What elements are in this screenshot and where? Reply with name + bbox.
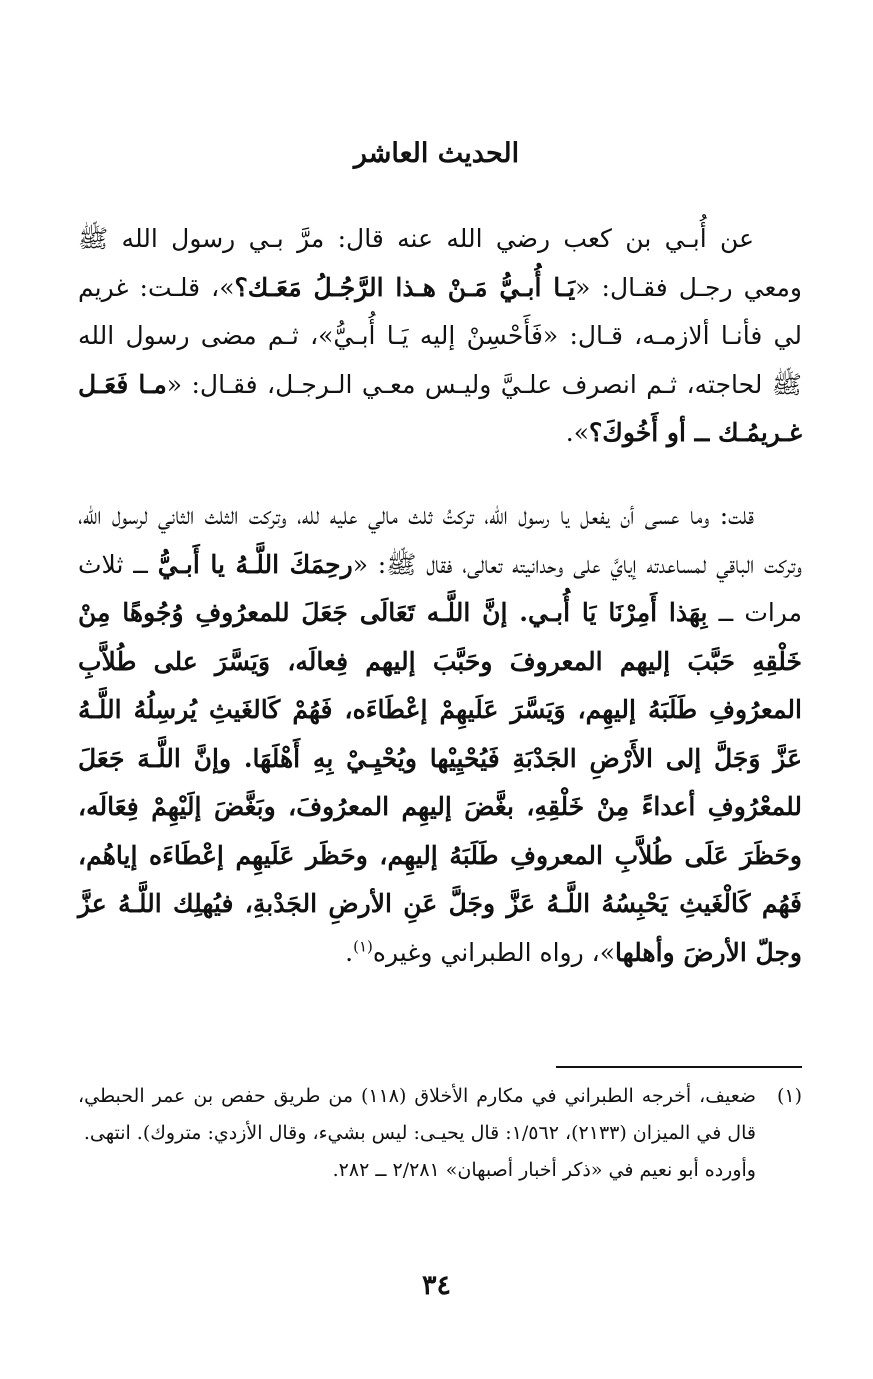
narration-text: ». — [565, 418, 590, 447]
prophet-quote: يَـا أُبـيُّ مَـنْ هـذا الرَّجُـلُ مَعَـك؟ — [234, 272, 576, 302]
narration-text: قلت: وما عسى أن يفعل يا رسول الله، تركتُ ثلث مالي عليه لله، وتركت الثلث الثاني لرسول الله، وتركت الباقي لمساعدته إيايَّ على وحدانيته تعالى، فقال ﷺ: « — [78, 501, 802, 579]
prophet-quote: مـا فَعَـل غـريمُـك ــ أو أَخُوكَ؟ — [78, 369, 802, 447]
paragraph-hadith-narration — [78, 215, 802, 458]
paragraph-hadith-continuation — [78, 492, 802, 977]
footnote-item — [78, 1078, 802, 1152]
prophet-quote: بِهَذا أَمِرْنَا يَا أُبـي. إنَّ اللَّـه تَعَالَى جَعَلَ للمعرُوفِ وُجُوهًا مِنْ خَلْقِهِ حَبَّبَ إليهم المعروفَ وحَبَّبَ إليهم فِعالَه، وَيَسَّرَ على طُلاَّبِ المعرُوفِ طَلَبَهُ إليهِم، وَيَسَّرَ عَلَيهِمْ إعْطَاءَه، فَهُمْ كَالغَيثِ يُرسِلُهُ اللَّـهُ عَزَّ وَجَلَّ إلى الأَرْضِ الجَدْبَةِ فَيُحْيِيْها ويُحْيِـيْ بِهِ أَهْلَهَا. وإنَّ اللَّـهَ جَعَلَ للمعْرُوفِ أعداءً مِنْ خَلْقِهِ، بغَّضَ إليهِم المعرُوفَ، وبَغَّضَ إلَيْهِمْ فِعَالَه، وحَظَرَ عَلَى طُلاَّبِ المعروفِ طَلَبَهُ إليهِم، وحَظَر عَلَيهِم إعْطَاءَه إياهُم، فَهُم كَالْغَيثِ يَحْبِسُهُ اللَّـهُ عَزَّ وجَلَّ عَنِ الأرضِ الجَدْبةِ، فيُهلِك اللَّـهُ عزَّ وجلّ الأرضَ وأهلها — [78, 598, 802, 967]
chapter-title: الحديث العاشر — [353, 138, 520, 169]
footnote-divider — [556, 1066, 802, 1068]
narration-text: »، قلـت: غريم لي فأنـا ألازمـه، قـال: «فَأَحْسِنْ إليه يَـا أُبـيُّ»، ثـم مضى رسول الله ﷺ لحاجته، ثـم انصرف علـيَّ وليـس معـي الـرجـل، فقـال: « — [78, 272, 803, 399]
footnotes — [78, 1078, 802, 1189]
prophet-quote: رحِمَكَ اللَّـهُ يا أَبـيُّ — [157, 549, 353, 579]
footnote-number: (١) — [776, 1085, 802, 1107]
narration-text: عن أُبـي بن كعب رضي الله عنه قال: مرَّ بـي رسول الله ﷺ ومعي رجـل فقـال: « — [78, 224, 802, 302]
narration-text: »، رواه الطبراني وغيره — [372, 937, 615, 967]
footnote-text-continued: وأورده أبو نعيم في «ذكر أخبار أصبهان» ٢/٢٨١ ــ ٢٨٢. — [332, 1159, 756, 1181]
page-number: ٣٤ — [421, 1270, 451, 1301]
footnote-reference[interactable]: (١) — [353, 937, 373, 956]
narration-text: ــ ثلاث مرات ــ — [78, 549, 802, 627]
footnote-text: ضعيف، أخرجه الطبراني في مكارم الأخلاق (١١٨) من طريق حفص بن عمر الحبطي، قال في الميزان (٢١٣٣)، ١/٥٦٢: قال يحيـى: ليس بشيء، وقال الأزدي: متروك). انتهى. — [78, 1085, 757, 1144]
narration-text: . — [345, 937, 354, 967]
